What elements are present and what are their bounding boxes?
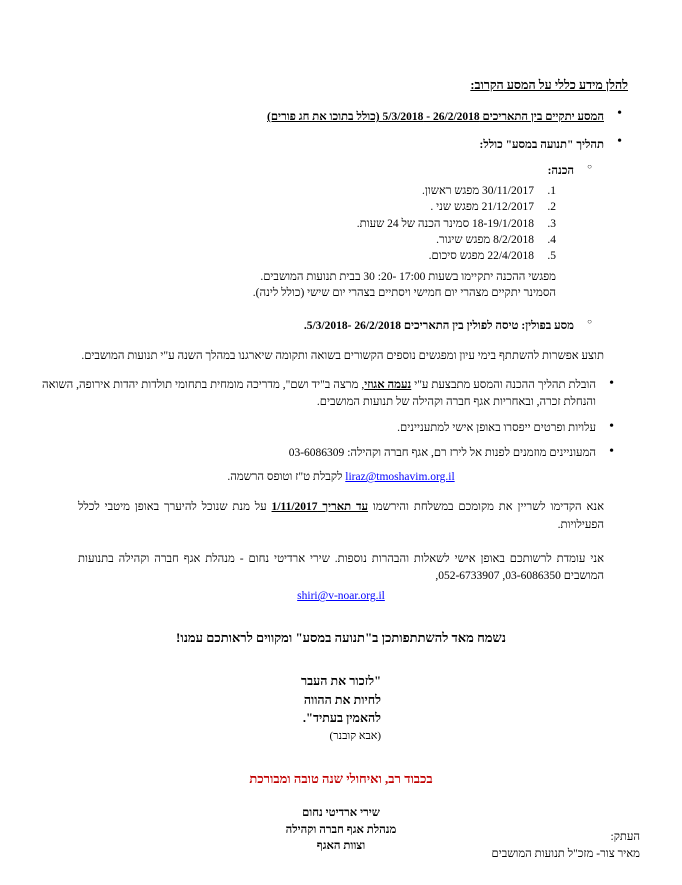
- list-item: [42, 183, 556, 199]
- prep-list: [42, 183, 604, 265]
- registration-request-paragraph: [42, 499, 640, 535]
- liraz-email-line: [42, 471, 640, 483]
- liraz-email-link[interactable]: liraz@tmoshavim.org.il: [345, 470, 455, 483]
- prep-note: [42, 269, 604, 302]
- liraz-email-suffix: לקבלת ט"ז וטופס הרשמה.: [227, 470, 343, 483]
- main-bullet-list: [42, 107, 640, 334]
- bullet-process-text: תהליך "תנועה במסע" כולל:: [479, 139, 604, 151]
- request-post: על מנת שנוכל להיערך באופן מיטבי לכלל הפעילויות.: [78, 500, 604, 531]
- journey-heading-row: [42, 316, 604, 334]
- prep-heading-row: [42, 161, 604, 179]
- list-item: [42, 199, 556, 215]
- details-bullet-list: [42, 377, 640, 462]
- bullet-guide-pre: הובלת תהליך ההכנה והמסע מתבצעת ע"י: [411, 379, 596, 392]
- bullet-guide-post: , מרצה ב"יד ושם", מדריכה מומחית בתחומי תולדות יהדות אירופה, השואה והנחלת זכרה, ובאחריות אגף חברה וקהילה של תנועות המושבים.: [42, 379, 596, 408]
- quote-author: (אבא קובנר): [329, 730, 382, 743]
- list-item-label: 21/12/2017 מפגש שני .: [430, 201, 534, 214]
- quote-inner: [301, 672, 381, 745]
- bullet-costs-text: עלויות ופרטים ייפסרו באופן אישי למתעניינים.: [397, 421, 596, 434]
- bullet-guide: [42, 377, 640, 410]
- list-item-label: 8/2/2018 מפגש שיגור.: [436, 233, 534, 246]
- copy-recipients: [492, 829, 640, 864]
- request-pre: אנא הקדימו לשריין את מקומכם במשלחת והירשמו: [368, 500, 605, 513]
- bullet-dates: [42, 107, 640, 125]
- list-item: [42, 216, 556, 232]
- shiri-email-line: [78, 588, 604, 606]
- list-item-number: 2.: [547, 201, 556, 214]
- availability-text: אני עומדת לרשותכם באופן אישי לשאלות והבהרות נוספות. שירי ארדיטי נחום - מנהלת אגף חברה וקהילה בתנועות המושבים 03-6086350, 052-6733907,: [78, 552, 604, 583]
- signature-team: וצוות האגף: [316, 840, 366, 853]
- blessing-line: בכבוד רב, ואיחולי שנה טובה ומבורכת: [249, 770, 433, 786]
- list-item-label: 18-19/1/2018 סמינר הכנה של 24 שעות.: [356, 217, 534, 230]
- prep-note-line-2: הסמינר יתקיים מצהרי יום חמישי ויסתיים בצהרי יום שישי (כולל לינה).: [252, 287, 556, 300]
- list-item: [42, 232, 556, 248]
- list-item-number: 4.: [547, 233, 556, 246]
- bullet-dates-text: המסע יתקיים בין התאריכים 26/2/2018 - 5/3/2018 (כולל בתוכו את חג פורים): [267, 111, 604, 123]
- closing-invitation: נשמח מאד להשתתפותכן ב"תנועה במסע" ומקווים לראותכם עמנו!: [176, 629, 506, 645]
- journey-heading: מסע בפולין: טיסה לפולין בין התאריכים 26/2/2018 -5/3/2018.: [303, 319, 574, 332]
- bullet-process: [42, 135, 640, 334]
- journey-paragraph: תוצע אפשרות להשתתף בימי עיון ומפגשים נוספים הקשורים בשואה ותקומה שיארגנו במהלך השנה ע"י תנועות המושבים.: [81, 349, 604, 362]
- availability-paragraph: [42, 551, 640, 606]
- guide-name: נעמה אגוזי: [364, 379, 412, 392]
- prep-heading: הכנה:: [547, 165, 574, 177]
- list-item: [42, 248, 556, 264]
- quote-line-1: "לזכור את העבר: [300, 673, 382, 688]
- page-title: להלן מידע כללי על המסע הקרוב:: [470, 78, 628, 92]
- bullet-costs: [42, 420, 640, 437]
- list-item-number: 3.: [547, 217, 556, 230]
- shiri-email-link[interactable]: shiri@v-noar.org.il: [297, 590, 385, 603]
- quote-line-2: לחיות את ההווה: [303, 692, 382, 707]
- request-deadline: עד תאריך 1/11/2017: [271, 500, 369, 513]
- copy-label: העתק:: [610, 830, 640, 843]
- list-item-label: 22/4/2018 מפגש סיכום.: [428, 250, 534, 263]
- quote-line-3: להאמין בעתיד".: [302, 711, 382, 726]
- signature-role: מנהלת אגף חברה וקהילה: [285, 823, 397, 836]
- bullet-contact: [42, 445, 640, 462]
- bullet-contact-text: המעוניינים מוזמנים לפנות אל לירז רם, אגף חברה וקהילה: 03-6086309: [288, 447, 596, 460]
- prep-note-line-1: מפגשי ההכנה יתקיימו בשעות 17:00 -20: 30 בבית תנועות המושבים.: [260, 270, 556, 283]
- list-item-label: 30/11/2017 מפגש ראשון.: [422, 185, 534, 197]
- copy-value: מאיר צור- מזכ"ל תנועות המושבים: [491, 847, 640, 860]
- signature-name: שירי ארדיטי נחום: [302, 806, 380, 819]
- quote-block: [42, 672, 640, 745]
- list-item-number: 1.: [547, 185, 556, 197]
- list-item-number: 5.: [547, 250, 556, 263]
